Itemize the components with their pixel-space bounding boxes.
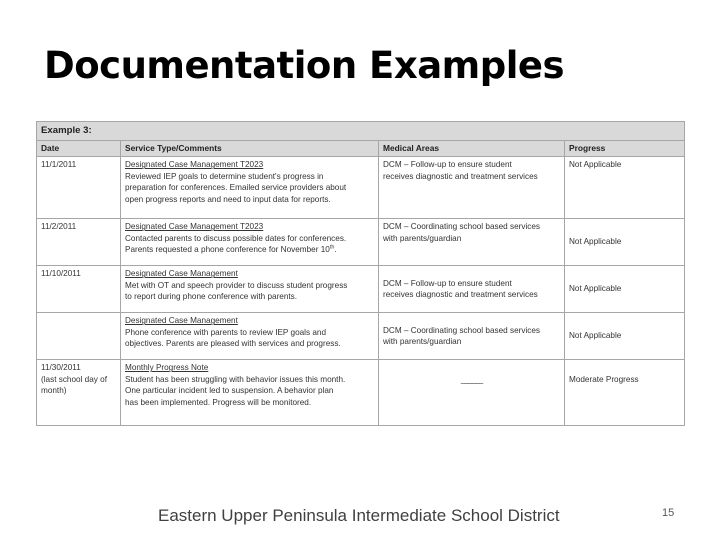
date-text: 11/2/2011 bbox=[41, 222, 77, 232]
date-cell bbox=[37, 266, 121, 313]
service-cell bbox=[121, 219, 379, 266]
service-line-text: Parents requested a phone conference for November 10 bbox=[125, 245, 330, 255]
service-line: Student has been struggling with behavior issues this month. bbox=[125, 374, 346, 384]
header-progress: Progress bbox=[565, 140, 685, 157]
medical-line: with parents/guardian bbox=[383, 233, 462, 243]
date-text: 11/1/2011 bbox=[41, 160, 77, 170]
service-cell bbox=[121, 313, 379, 360]
service-cell bbox=[121, 157, 379, 219]
service-line: to report during phone conference with parents. bbox=[125, 292, 298, 302]
service-line: Contacted parents to discuss possible dates for conferences. bbox=[125, 233, 347, 243]
table-row bbox=[37, 219, 685, 266]
service-line-tail: . bbox=[334, 245, 337, 255]
date-cell bbox=[37, 360, 121, 426]
medical-line: DCM – Follow-up to ensure student bbox=[383, 278, 512, 288]
service-line: has been implemented. Progress will be monitored. bbox=[125, 397, 312, 407]
service-title: Monthly Progress Note bbox=[125, 363, 209, 373]
empty-medical-dash: ______ bbox=[460, 375, 483, 385]
service-title: Designated Case Management bbox=[125, 269, 238, 279]
header-date: Date bbox=[37, 140, 121, 157]
table-row bbox=[37, 157, 685, 219]
service-line: objectives. Parents are pleased with services and progress. bbox=[125, 339, 341, 349]
service-title: Designated Case Management T2023 bbox=[125, 222, 264, 232]
table-caption: Example 3: bbox=[37, 122, 685, 141]
header-medical-areas: Medical Areas bbox=[379, 140, 565, 157]
superscript-text: th bbox=[329, 244, 335, 251]
progress-cell: Not Applicable bbox=[565, 313, 685, 360]
documentation-table bbox=[36, 121, 685, 426]
medical-cell bbox=[379, 266, 565, 313]
progress-cell: Not Applicable bbox=[565, 157, 685, 219]
header-service: Service Type/Comments bbox=[121, 140, 379, 157]
medical-line: receives diagnostic and treatment services bbox=[383, 171, 538, 181]
service-title: Designated Case Management bbox=[125, 316, 238, 326]
documentation-table-container bbox=[36, 121, 684, 426]
table-row bbox=[37, 313, 685, 360]
progress-cell: Not Applicable bbox=[565, 219, 685, 266]
service-cell bbox=[121, 266, 379, 313]
service-line: Phone conference with parents to review IEP goals and bbox=[125, 327, 327, 337]
date-text: 11/30/2011 bbox=[41, 363, 81, 373]
progress-cell bbox=[565, 360, 685, 426]
service-title: Designated Case Management T2023 bbox=[125, 160, 264, 170]
date-cell bbox=[37, 219, 121, 266]
progress-text: Moderate Progress bbox=[569, 375, 639, 385]
service-line: open progress reports and need to input data for reports. bbox=[125, 194, 331, 204]
page-number: 15 bbox=[662, 507, 675, 519]
service-line: preparation for conferences. Emailed service providers about bbox=[125, 183, 347, 193]
medical-cell bbox=[379, 360, 565, 426]
date-text: 11/10/2011 bbox=[41, 269, 81, 279]
medical-line: receives diagnostic and treatment services bbox=[383, 290, 538, 300]
service-cell bbox=[121, 360, 379, 426]
service-line bbox=[125, 244, 374, 256]
table-row bbox=[37, 360, 685, 426]
service-line: One particular incident led to suspension. A behavior plan bbox=[125, 386, 334, 396]
medical-line: DCM – Follow-up to ensure student bbox=[383, 160, 512, 170]
progress-cell: Not Applicable bbox=[565, 266, 685, 313]
service-line: Met with OT and speech provider to discuss student progress bbox=[125, 280, 348, 290]
medical-line: DCM – Coordinating school based services bbox=[383, 325, 541, 335]
medical-cell bbox=[379, 157, 565, 219]
table-header-row bbox=[37, 140, 685, 157]
table-row bbox=[37, 266, 685, 313]
date-cell bbox=[37, 157, 121, 219]
table-caption-row bbox=[37, 122, 685, 141]
medical-cell bbox=[379, 219, 565, 266]
date-text: (last school day of bbox=[41, 374, 107, 384]
date-cell bbox=[37, 313, 121, 360]
footer-district-name: Eastern Upper Peninsula Intermediate School District bbox=[158, 506, 560, 525]
slide-title: Documentation Examples bbox=[44, 44, 565, 87]
service-line: Reviewed IEP goals to determine student's progress in bbox=[125, 171, 324, 181]
medical-line: with parents/guardian bbox=[383, 337, 462, 347]
medical-line: DCM – Coordinating school based services bbox=[383, 222, 541, 232]
medical-cell bbox=[379, 313, 565, 360]
date-text: month) bbox=[41, 386, 67, 396]
